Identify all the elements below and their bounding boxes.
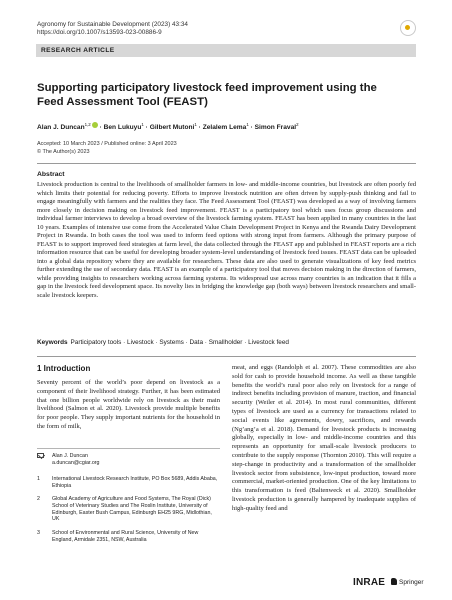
- affiliation-text: School of Environmental and Rural Science, University of New England, Armidale 2351, NSW, Australia: [52, 530, 199, 543]
- keywords: [37, 339, 289, 346]
- affiliation-item: [37, 530, 220, 544]
- author-name[interactable]: Simon Fraval: [254, 124, 297, 132]
- author-name[interactable]: Zelalem Lema: [202, 124, 247, 132]
- author-affiliation: 2: [296, 122, 299, 127]
- affiliation-number: 1: [37, 476, 40, 482]
- springer-label: Springer: [399, 579, 424, 586]
- copyright-line: © The Author(s) 2023: [37, 149, 90, 155]
- author-affiliation: 1: [246, 122, 249, 127]
- author-affiliation: 1: [141, 122, 144, 127]
- author-name[interactable]: Gilbert Mutoni: [149, 124, 195, 132]
- author-name[interactable]: Ben Lukuyu: [103, 124, 142, 132]
- journal-line: Agronomy for Sustainable Development (2023) 43:34: [37, 21, 188, 28]
- affiliation-item: [37, 476, 220, 490]
- body-text-right-column: meat, and eggs (Randolph et al. 2007). These commodities are also sold for cash to provide household income. As well as these tangible benefits the world’s rural poor also rely on livestock for a range of indirect benefits including provision of manure, traction, and financial security (Weiler et al. 2014). In most rural communities, different types of livestock are used as a currency for transactions related to social events like agreements, dowry, sacrifices, and rewards (Ng’ang’a et al. 2018). Demand for livestock products is increasing globally, especially in low- and middle-income countries and this represents an opportunity for small-scale livestock producers to contribute to the supply response (Thornton 2010). This will require a step-change in productivity and a transformation of the smallholder livestock sector from subsistence, low-input production, toward more commercial, market-oriented production. One of the key limitations to this transformation is feed (Baltenweck et al. 2020). Smallholder livestock production is generally hampered by inadequate supplies of high-quality feed and: [232, 364, 416, 512]
- affiliation-number: 2: [37, 496, 40, 502]
- check-for-updates-icon[interactable]: [400, 20, 416, 36]
- section-divider: [37, 356, 416, 357]
- abstract-heading: Abstract: [37, 171, 65, 178]
- author-name[interactable]: Alan J. Duncan: [37, 124, 85, 132]
- keywords-label: Keywords: [37, 339, 68, 346]
- author-list: Alan J. Duncan$^{1,2}$ · Ben Lukuyu$^1$ · Gilbert Mutoni$^1$ · Zelalem Lema$^1$ · Simon Fraval$^2$: [37, 122, 299, 132]
- journal-citation: [37, 21, 188, 38]
- section-divider: [37, 163, 416, 164]
- publication-dates: [37, 140, 177, 156]
- affiliation-text: International Livestock Research Institute, PO Box 5689, Addis Ababa, Ethiopia: [52, 476, 218, 489]
- article-title: Supporting participatory livestock feed improvement using the Feed Assessment Tool (FEAST): [37, 82, 377, 108]
- keywords-list: Participatory tools · Livestock · Systems · Data · Smallholder · Livestock feed: [70, 339, 289, 346]
- doi-link[interactable]: https://doi.org/10.1007/s13593-023-00886-9: [37, 29, 162, 37]
- footnote-divider: [37, 448, 220, 449]
- affiliation-text: Global Academy of Agriculture and Food Systems, The Royal (Dick) School of Veterinary Studies and The Roslin Institute, University of Edinburgh, Easter Bush Campus, Edinburgh EH25 9RG, Midlothian, UK: [52, 496, 212, 523]
- affiliation-item: [37, 496, 220, 523]
- springer-horse-icon: [391, 578, 397, 585]
- abstract-text: Livestock production is central to the livelihoods of smallholder farmers in low- and middle-income countries, but livestock are often poorly fed which limits their potential for reducing poverty. Efforts to improve livestock nutrition are often driven by supply-push thinking and fail to engage meaningfully with farmers and the realities they face. The Feed Assessment Tool (FEAST) was developed as a way of involving farmers more closely in decision making on livestock feed improvement. FEAST is a participatory tool which uses focus group discussions and individual farmer interviews to develop a broad overview of the livestock farming system. FEAST has been applied in many countries in the last 10 years. Examples of intensive use come from the Accelerated Value Chain Development Project in Kenya and the Rwanda Dairy Development Project in Rwanda. In both cases the tool was used to inform feed options with strong input from farmers. Although the primary purpose of FEAST is to support improved feed strategies at farm level, the data collected through the FEAST app and published in FEAST reports are a rich information resource that can be useful for developing broader system-level understanding of livestock feed issues. FEAST data can be uploaded into a global data repository where they are available for researchers. These data are also used to generate visualizations of key feed metrics further extending the use of secondary data. FEAST is an example of a participatory tool that moves decision making in the direction of farmers, while providing insights to researchers working across farming systems. Its widespread use across many countries is an indication that it fills a gap in the livestock feed development space. Its novelty lies in bridging the knowledge gap (both ways) between livestock researchers and small-scale livestock keepers.: [37, 181, 416, 299]
- contact-email[interactable]: a.duncan@cgiar.org: [52, 459, 100, 466]
- affiliation-number: 3: [37, 530, 40, 536]
- author-affiliation: 1,2: [84, 122, 91, 127]
- corresponding-author: [37, 453, 220, 467]
- accepted-published-line: Accepted: 10 March 2023 / Published online: 3 April 2023: [37, 141, 177, 147]
- section-heading-introduction: 1 Introduction: [37, 364, 91, 373]
- envelope-icon: [37, 453, 44, 458]
- body-text-left-column: Seventy percent of the world’s poor depend on livestock as a component of their livelihood strategy. Further, it has been estimated that one billion people worldwide rely on livestock as their main livelihood (Salmon et al. 2020). Livestock provide multiple benefits for poor people. They supply important nutrients for the household in the form of milk,: [37, 379, 220, 430]
- article-type-banner: RESEARCH ARTICLE: [36, 44, 416, 57]
- orcid-icon[interactable]: [92, 122, 98, 128]
- inrae-logo: INRAE: [353, 577, 386, 588]
- author-affiliation: 1: [194, 122, 197, 127]
- springer-logo: [391, 578, 424, 586]
- contact-name: Alan J. Duncan: [52, 453, 88, 459]
